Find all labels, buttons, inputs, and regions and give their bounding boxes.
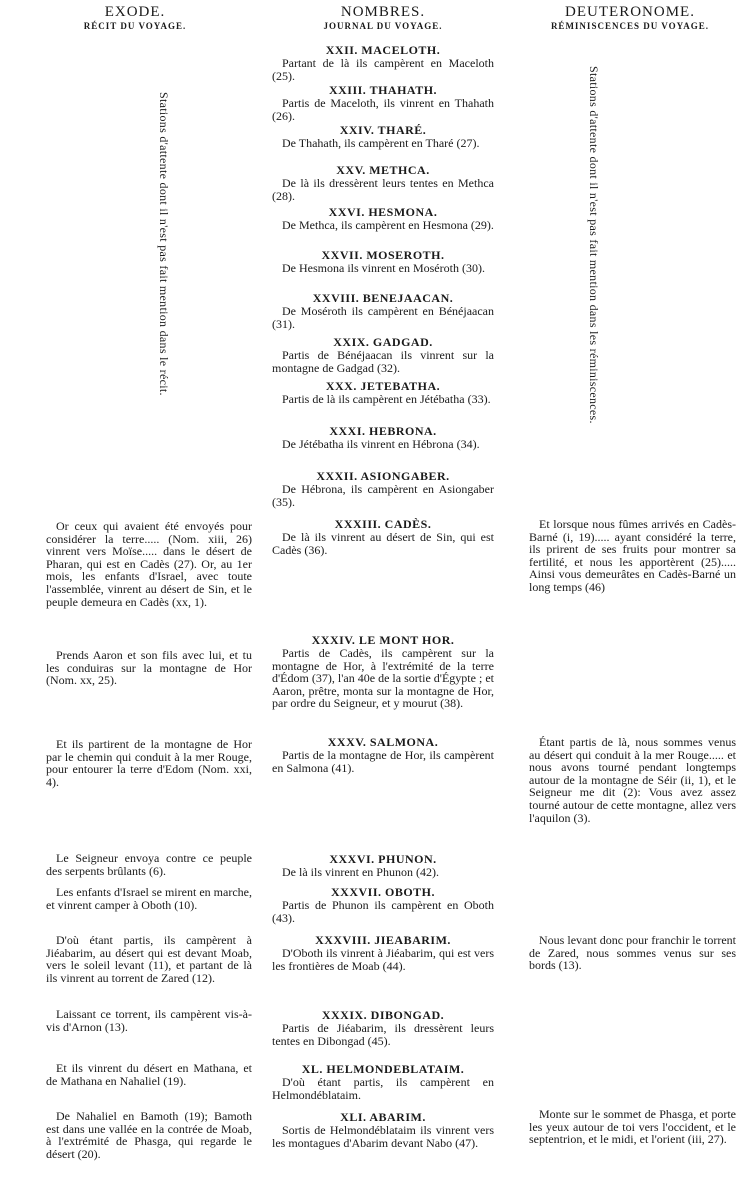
deuteronome-paragraph: Étant partis de là, nous sommes venus au désert qui conduit à la mer Rouge..... et nous avons tourné pendant longtemps autour de la montagne de Séir (ii, 1), et le Seigneur me dit (2): Vous avez assez tourné autour de cette montagne, allez vers l'aquilon (3). [529,735,736,825]
station-entry [272,853,494,879]
column-title-exode: EXODE. [104,4,166,20]
column-title-deuteronome: DEUTERONOME. [565,4,695,20]
station-entry [272,380,494,406]
station-text: Partis de Cadès, ils campèrent sur la montagne de Hor, à l'extrémité de la terre d'Édom (37), l'an 40e de la sortie d'Égypte ; et Aaron, prêtre, monta sur la montagne de Hor, par ordre du Seigneur, et y mourut (38). [272,646,494,711]
exode-paragraph: De Nahaliel en Bamoth (19); Bamoth est dans une vallée en la contrée de Moab, à l'extrémité de Phasga, qui regarde le désert (20). [46,1109,252,1161]
exode-paragraph: Et ils vinrent du désert en Mathana, et de Mathana en Nahaliel (19). [46,1061,252,1088]
station-text: Partis de Jiéabarim, ils dressèrent leurs tentes en Dibongad (45). [272,1021,494,1048]
station-heading: XXXV. SALMONA. [327,735,439,749]
exode-paragraph: Et ils partirent de la montagne de Hor par le chemin qui conduit à la mer Rouge, pour entourer la terre d'Edom (Nom. xxi, 4). [46,737,252,789]
station-text: De Hesmona ils vinrent en Moséroth (30). [282,261,485,275]
station-text: Partant de là ils campèrent en Maceloth (25). [272,56,494,83]
station-entry [272,470,494,508]
station-heading: XXXVIII. JIEABARIM. [315,933,451,947]
station-text: D'où étant partis, ils campèrent en Helmondéblataim. [272,1075,494,1102]
station-entry [272,518,494,556]
header-deuteronome [515,4,745,32]
deuteronome-paragraph: Nous levant donc pour franchir le torrent de Zared, nous sommes venus sur ses bords (13). [529,933,736,973]
station-entry [272,336,494,374]
station-heading: XL. HELMONDEBLATAIM. [301,1062,465,1076]
station-entry [272,44,494,82]
station-entry [272,425,494,451]
station-text: De là ils vinrent au désert de Sin, qui est Cadès (36). [272,530,494,557]
station-heading: XXX. JETEBATHA. [325,379,441,393]
station-entry [272,886,494,924]
station-heading: XXXVI. PHUNON. [329,852,437,866]
station-entry [272,1009,494,1047]
station-heading: XXIV. THARÉ. [339,123,427,137]
station-entry [272,124,494,150]
station-entry [272,84,494,122]
station-text: De Hébrona, ils campèrent en Asiongaber (35). [272,482,494,509]
deuteronome-paragraph: Monte sur le sommet de Phasga, et porte les yeux autour de toi vers l'occident, et le septentrion, et le midi, et l'orient (iii, 27). [529,1107,736,1147]
station-text: Partis de Bénéjaacan ils vinrent sur la montagne de Gadgad (32). [272,348,494,375]
station-heading: XXXIII. CADÈS. [334,517,432,531]
exode-paragraph: D'où étant partis, ils campèrent à Jiéabarim, au désert qui est devant Moab, vers le soleil levant (11), et partant de là ils vinrent au torrent de Zared (12). [46,933,252,985]
station-text: De Moséroth ils campèrent en Bénéjaacan (31). [272,304,494,331]
deuteronome-paragraph: Et lorsque nous fûmes arrivés en Cadès-Barné (i, 19)..... ayant considéré la terre, ils prirent de ses fruits pour montrer sa fertilité, et nous les apportèrent (25)..... Ainsi vous demeurâtes en Cadès-Barné un long temps (46) [529,517,736,594]
station-entry [272,736,494,774]
exode-paragraph: Le Seigneur envoya contre ce peuple des serpents brûlants (6). [46,851,252,878]
station-text: De Jétébatha ils vinrent en Hébrona (34). [282,437,480,451]
station-heading: XXXI. HEBRONA. [329,424,437,438]
station-heading: XXXIV. LE MONT HOR. [311,633,455,647]
station-heading: XLI. ABARIM. [340,1110,426,1124]
vertical-note-left: Stations d'attente dont il n'est pas fait mention dans le récit. [157,92,171,396]
station-text: Partis de la montagne de Hor, ils campèrent en Salmona (41). [272,748,494,775]
exode-paragraph: Prends Aaron et son fils avec lui, et tu les conduiras sur la montagne de Hor (Nom. xx, 25). [46,648,252,688]
station-text: De là ils dressèrent leurs tentes en Methca (28). [272,176,494,203]
station-entry [272,249,494,275]
station-entry [272,292,494,330]
station-text: De là ils vinrent en Phunon (42). [282,865,439,879]
station-entry [272,164,494,202]
station-text: Partis de Maceloth, ils vinrent en Thahath (26). [272,96,494,123]
station-entry [272,1063,494,1101]
station-heading: XXXIX. DIBONGAD. [321,1008,445,1022]
station-heading: XXVIII. BENEJAACAN. [312,291,454,305]
exode-paragraph: Laissant ce torrent, ils campèrent vis-à-vis d'Arnon (13). [46,1007,252,1034]
station-heading: XXXII. ASIONGABER. [316,469,450,483]
station-heading: XXVII. MOSEROTH. [321,248,445,262]
station-text: De Methca, ils campèrent en Hesmona (29). [282,218,494,232]
station-text: D'Oboth ils vinrent à Jiéabarim, qui est vers les frontières de Moab (44). [272,946,494,973]
exode-paragraph: Les enfants d'Israel se mirent en marche, et vinrent camper à Oboth (10). [46,885,252,912]
station-entry [272,634,494,710]
header-nombres [268,4,498,32]
station-text: Partis de Phunon ils campèrent en Oboth (43). [272,898,494,925]
column-subtitle-nombres: JOURNAL DU VOYAGE. [323,21,443,31]
column-subtitle-deuteronome: RÉMINISCENCES DU VOYAGE. [550,21,710,31]
station-text: De Thahath, ils campèrent en Tharé (27). [282,136,480,150]
station-heading: XXIII. THAHATH. [328,83,438,97]
exode-paragraph: Or ceux qui avaient été envoyés pour considérer la terre..... (Nom. xiii, 26) vinrent vers Moïse..... dans le désert de Pharan, qui est en Cadès (27). Or, au 1er mois, les enfants d'Israel, avec toute l'assemblée, vinrent au désert de Sin, et le peuple demeura en Cadès (xx, 1). [46,519,252,609]
station-heading: XXXVII. OBOTH. [330,885,435,899]
station-heading: XXIX. GADGAD. [333,335,433,349]
station-text: Partis de là ils campèrent en Jétébatha (33). [282,392,491,406]
vertical-note-right: Stations d'attente dont il n'est pas fait mention dans les réminiscences. [587,66,601,424]
station-entry [272,1111,494,1149]
station-heading: XXV. METHCA. [336,163,430,177]
station-entry [272,934,494,972]
station-entry [272,206,494,232]
header-exode [20,4,250,32]
column-subtitle-exode: RÉCIT DU VOYAGE. [83,21,187,31]
station-text: Sortis de Helmondéblataim ils vinrent vers les montagues d'Abarim devant Nabo (47). [272,1123,494,1150]
column-title-nombres: NOMBRES. [340,4,426,20]
station-heading: XXII. MACELOTH. [325,43,441,57]
station-heading: XXVI. HESMONA. [328,205,438,219]
